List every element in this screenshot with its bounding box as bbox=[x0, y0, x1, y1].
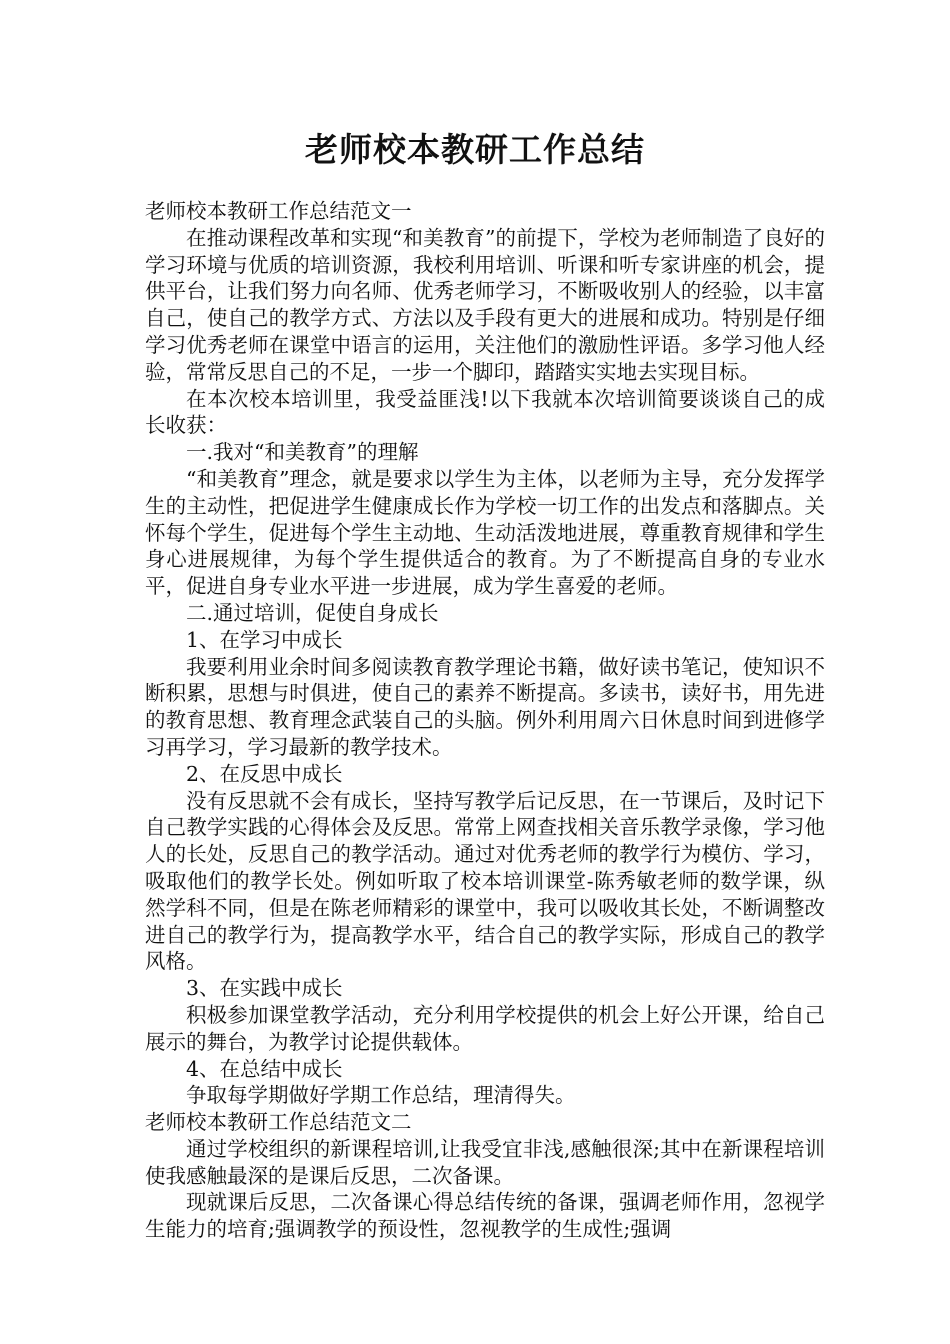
paragraph: 在本次校本培训里，我受益匪浅!以下我就本次培训简要谈谈自己的成长收获： bbox=[145, 386, 825, 438]
subheading: 3、在实践中成长 bbox=[186, 976, 343, 1001]
paragraph: 积极参加课堂教学活动，充分利用学校提供的机会上好公开课，给自己展示的舞台，为教学讨论提供载体。 bbox=[145, 1002, 825, 1054]
section-heading: 老师校本教研工作总结范文二 bbox=[145, 1110, 412, 1135]
paragraph: 争取每学期做好学期工作总结，理清得失。 bbox=[186, 1083, 576, 1108]
paragraph: 通过学校组织的新课程培训,让我受宜非浅,感触很深;其中在新课程培训使我感触最深的是课后反思，二次备课。 bbox=[145, 1136, 825, 1188]
paragraph: 现就课后反思，二次备课心得总结传统的备课，强调老师作用，忽视学生能力的培育;强调教学的预设性，忽视教学的生成性;强调 bbox=[145, 1190, 825, 1242]
paragraph: 我要利用业余时间多阅读教育教学理论书籍，做好读书笔记，使知识不断积累，思想与时俱进，使自己的素养不断提高。多读书，读好书，用先进的教育思想、教育理念武装自己的头脑。例外利用周六日休息时间到进修学习再学习，学习最新的教学技术。 bbox=[145, 654, 825, 759]
subheading: 一.我对“和美教育”的理解 bbox=[186, 440, 419, 465]
subheading: 2、在反思中成长 bbox=[186, 761, 343, 786]
document-body bbox=[145, 198, 825, 1243]
subheading: 4、在总结中成长 bbox=[186, 1056, 343, 1081]
document-title: 老师校本教研工作总结 bbox=[305, 130, 645, 169]
paragraph: 没有反思就不会有成长，坚持写教学后记反思，在一节课后，及时记下自己教学实践的心得体会及反思。常常上网查找相关音乐教学录像，学习他人的长处，反思自己的教学活动。通过对优秀老师的教学行为模仿、学习，吸取他们的教学长处。例如听取了校本培训课堂-陈秀敏老师的数学课，纵然学科不同，但是在陈老师精彩的课堂中，我可以吸收其长处，不断调整改进自己的教学行为，提高教学水平，结合自己的教学实际，形成自己的教学风格。 bbox=[145, 788, 825, 974]
subheading: 二.通过培训，促使自身成长 bbox=[186, 600, 439, 625]
section-heading: 老师校本教研工作总结范文一 bbox=[145, 199, 412, 223]
paragraph: “和美教育”理念，就是要求以学生为主体，以老师为主导，充分发挥学生的主动性，把促进学生健康成长作为学校一切工作的出发点和落脚点。关怀每个学生，促进每个学生主动地、生动活泼地进展，尊重教育规律和学生身心进展规律，为每个学生提供适合的教育。为了不断提高自身的专业水平，促进自身专业水平进一步进展，成为学生喜爱的老师。 bbox=[145, 466, 825, 599]
paragraph: 在推动课程改革和实现“和美教育”的前提下，学校为老师制造了良好的学习环境与优质的培训资源，我校利用培训、听课和听专家讲座的机会，提供平台，让我们努力向名师、优秀老师学习，不断吸收别人的经验，以丰富自己，使自己的教学方式、方法以及手段有更大的进展和成功。特别是仔细学习优秀老师在课堂中语言的运用，关注他们的激励性评语。多学习他人经验，常常反思自己的不足，一步一个脚印，踏踏实实地去实现目标。 bbox=[145, 225, 825, 384]
subheading: 1、在学习中成长 bbox=[186, 627, 343, 652]
